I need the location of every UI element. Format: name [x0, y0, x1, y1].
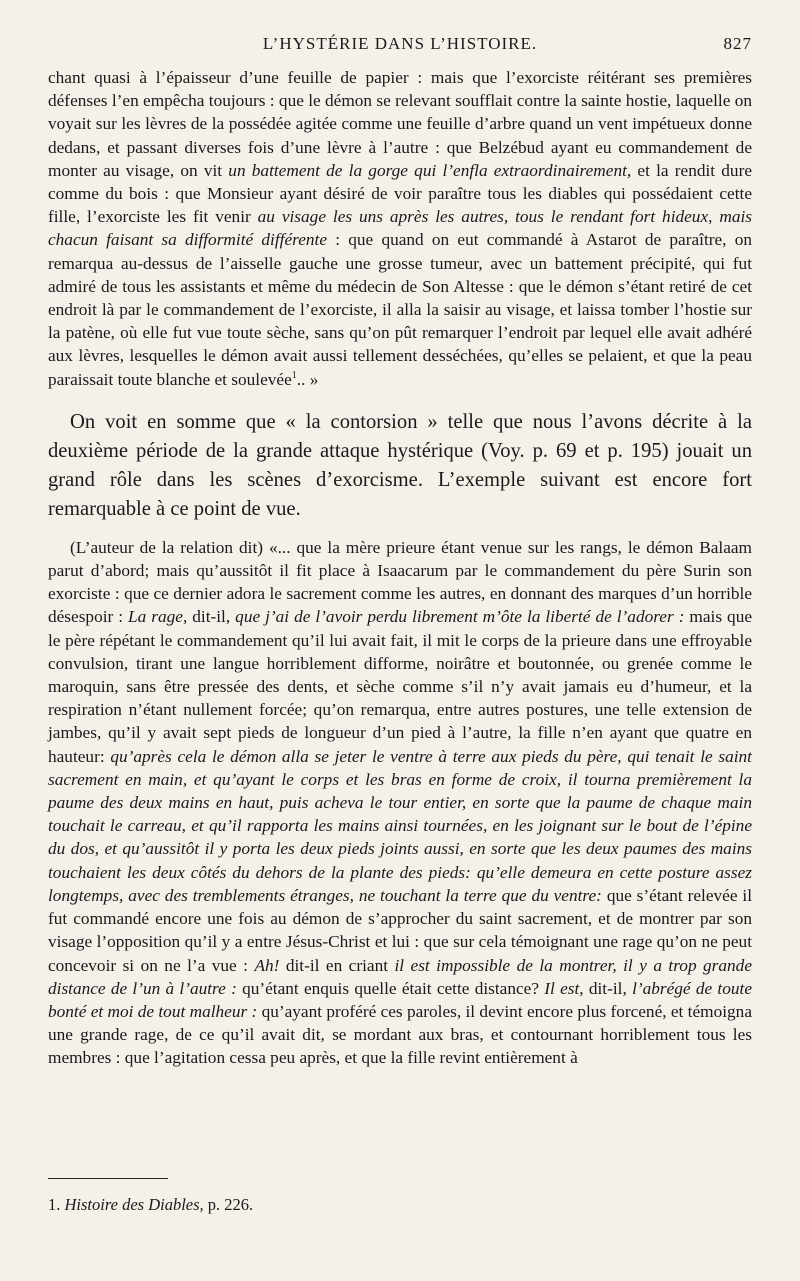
quote-relation — [48, 536, 752, 1070]
footnote-ref: 1 — [291, 369, 297, 381]
italic-run: il est impossible de la montrer, il y a trop grande distance de l’un à l’autre : — [48, 955, 752, 998]
text-run: qu’ayant proféré ces paroles, il devint encore plus forcené, et témoigna une grande rage, de ce qu’il avait dit, se mordant aux bras, et contournant horriblement tous les membres : que l’agitation cessa peu après, et que la fille revint entièrement à — [48, 1001, 752, 1068]
italic-run: au visage les uns après les autres, tous le rendant fort hideux, mais chacun faisant sa difformité différente — [48, 207, 752, 250]
text-run: dit-il, — [187, 607, 236, 627]
footnote-title: Histoire des Diables, — [64, 1195, 204, 1214]
text-run: que s’étant relevée il fut commandé encore une fois au démon de s’approcher du saint sacrement, et de montrer par son visage l’opposition qu’il y a entre Jésus-Christ et lui : que sur cela témoignant une rage qu’on ne peut concevoir si on ne l’a vue : — [48, 885, 753, 975]
italic-run: que j’ai de l’avoir perdu librement m’ôte la liberté de l’adorer : — [235, 607, 685, 627]
footnote-number: 1. — [48, 1195, 61, 1214]
text-run: mais que le père répétant le commandement qu’il lui avait fait, il mit le corps de la prieure dans une effroyable convulsion, tirant une langue horriblement difforme, noirâtre et boutonnée, ou grenée comme le maroquin, sans être pressée des dents, et sèche comme s’il n’y avait jamais eu d’humeur, et la respiration n’étant nullement forcée; qu’on remarqua, entre autres postures, une telle extension de jambes, qu’il y avait sept pieds de longueur d’un pied à l’autre, la fille n’en ayant que quatre en hauteur: — [48, 607, 753, 766]
quote-continued — [48, 66, 752, 391]
italic-run: La rage, — [128, 607, 188, 627]
quote-paragraph — [48, 536, 752, 1070]
text-run: .. » — [296, 369, 319, 389]
text-run: chant quasi à l’épaisseur d’une feuille de papier : mais que l’exorciste réitérant ses premières défenses l’en empêcha toujours : que le démon se relevant soufflait contre la sainte hostie, laquelle on voyait sur les lèvres de la possédée agitée comme une feuille d’arbre quand un vent impétueux donne dedans, et passant diverses fois d’une lèvre à l’autre : que Belzébud ayant eu commandement de monter au visage, on vit — [48, 68, 752, 180]
italic-run: un battement de la gorge qui l’enfla extraordinairement, — [228, 160, 632, 180]
italic-run: l’abrégé de toute bonté et moi de tout malheur : — [48, 978, 752, 1021]
italic-run: qu’après cela le démon alla se jeter le ventre à terre aux pieds du père, qui tenait le saint sacrement en main, et qu’ayant le corps et les bras en forme de croix, il tourna premièrement la paume des deux mains en haut, puis acheva le tour entier, en sorte que la paume de chaque main touchait le carreau, et qu’il rapporta les mains ainsi tournées, en les joignant sur le bout de l’épine du dos, et qu’aussitôt il y porta les deux pieds joints aussi, en sorte que les deux paumes des mains touchaient les deux côtés du dehors de la plante des pieds: qu’elle demeura en cette posture assez longtemps, avec des tremblements étranges, ne touchant la terre que du ventre: — [48, 746, 752, 905]
text-run: et la rendit dure comme du bois : que Monsieur ayant désiré de voir paraître tous les diables qui possédaient cette fille, l’exorciste les fit venir — [48, 160, 753, 227]
italic-run: Ah! — [254, 955, 280, 975]
footnote — [48, 1195, 253, 1215]
text-run: dit-il en criant — [279, 955, 395, 975]
quote-paragraph — [48, 66, 752, 391]
running-title: L’HYSTÉRIE DANS L’HISTOIRE. — [262, 34, 538, 53]
text-run: : que quand on eut commandé à Astarot de paraître, on remarqua au-dessus de l’aisselle gauche une grosse tumeur, avec un battement précipité, qui fut admiré de tous les assistants et même du médecin de Son Altesse : que le démon s’étant retiré de cet endroit là par le commandement de l’exorciste, il alla la saisir au visage, et laissa tomber l’hostie sur la patène, où elle fut vue toute sèche, sans qu’on pût remarquer l’endroit par lequel elle avait adhéré aux lèvres, lesquelles le démon avait aussi tellement desséchées, qu’elles se pelaient, et que la peau paraissait toute blanche et soulevée — [48, 230, 752, 389]
footnote-pages: p. 226. — [203, 1195, 254, 1214]
running-header — [48, 34, 752, 58]
main-paragraph: On voit en somme que « la contorsion » telle que nous l’avons décrite à la deuxième période de la grande attaque hystérique (Voy. p. 69 et p. 195) jouait un grand rôle dans les scènes d’exorcisme. L’exemple suivant est encore fort remarquable à ce point de vue. — [48, 410, 752, 520]
text-run: qu’étant enquis quelle était cette distance? — [236, 978, 545, 998]
page-number: 827 — [723, 34, 752, 53]
footnote-rule — [48, 1178, 168, 1179]
italic-run: Il est, — [544, 978, 584, 998]
page-body — [48, 66, 752, 1070]
text-run: (L’auteur de la relation dit) «... que la mère prieure étant venue sur les rangs, le démon Balaam parut d’abord; mais qu’aussitôt il fit place à Isaacarum par le commandement du père Surin son exorciste : que ce dernier adora le sacrement comme les autres, en donnant des marques d’un horrible désespoir : — [48, 537, 752, 627]
main-text — [48, 408, 752, 524]
text-run: dit-il, — [583, 978, 633, 998]
